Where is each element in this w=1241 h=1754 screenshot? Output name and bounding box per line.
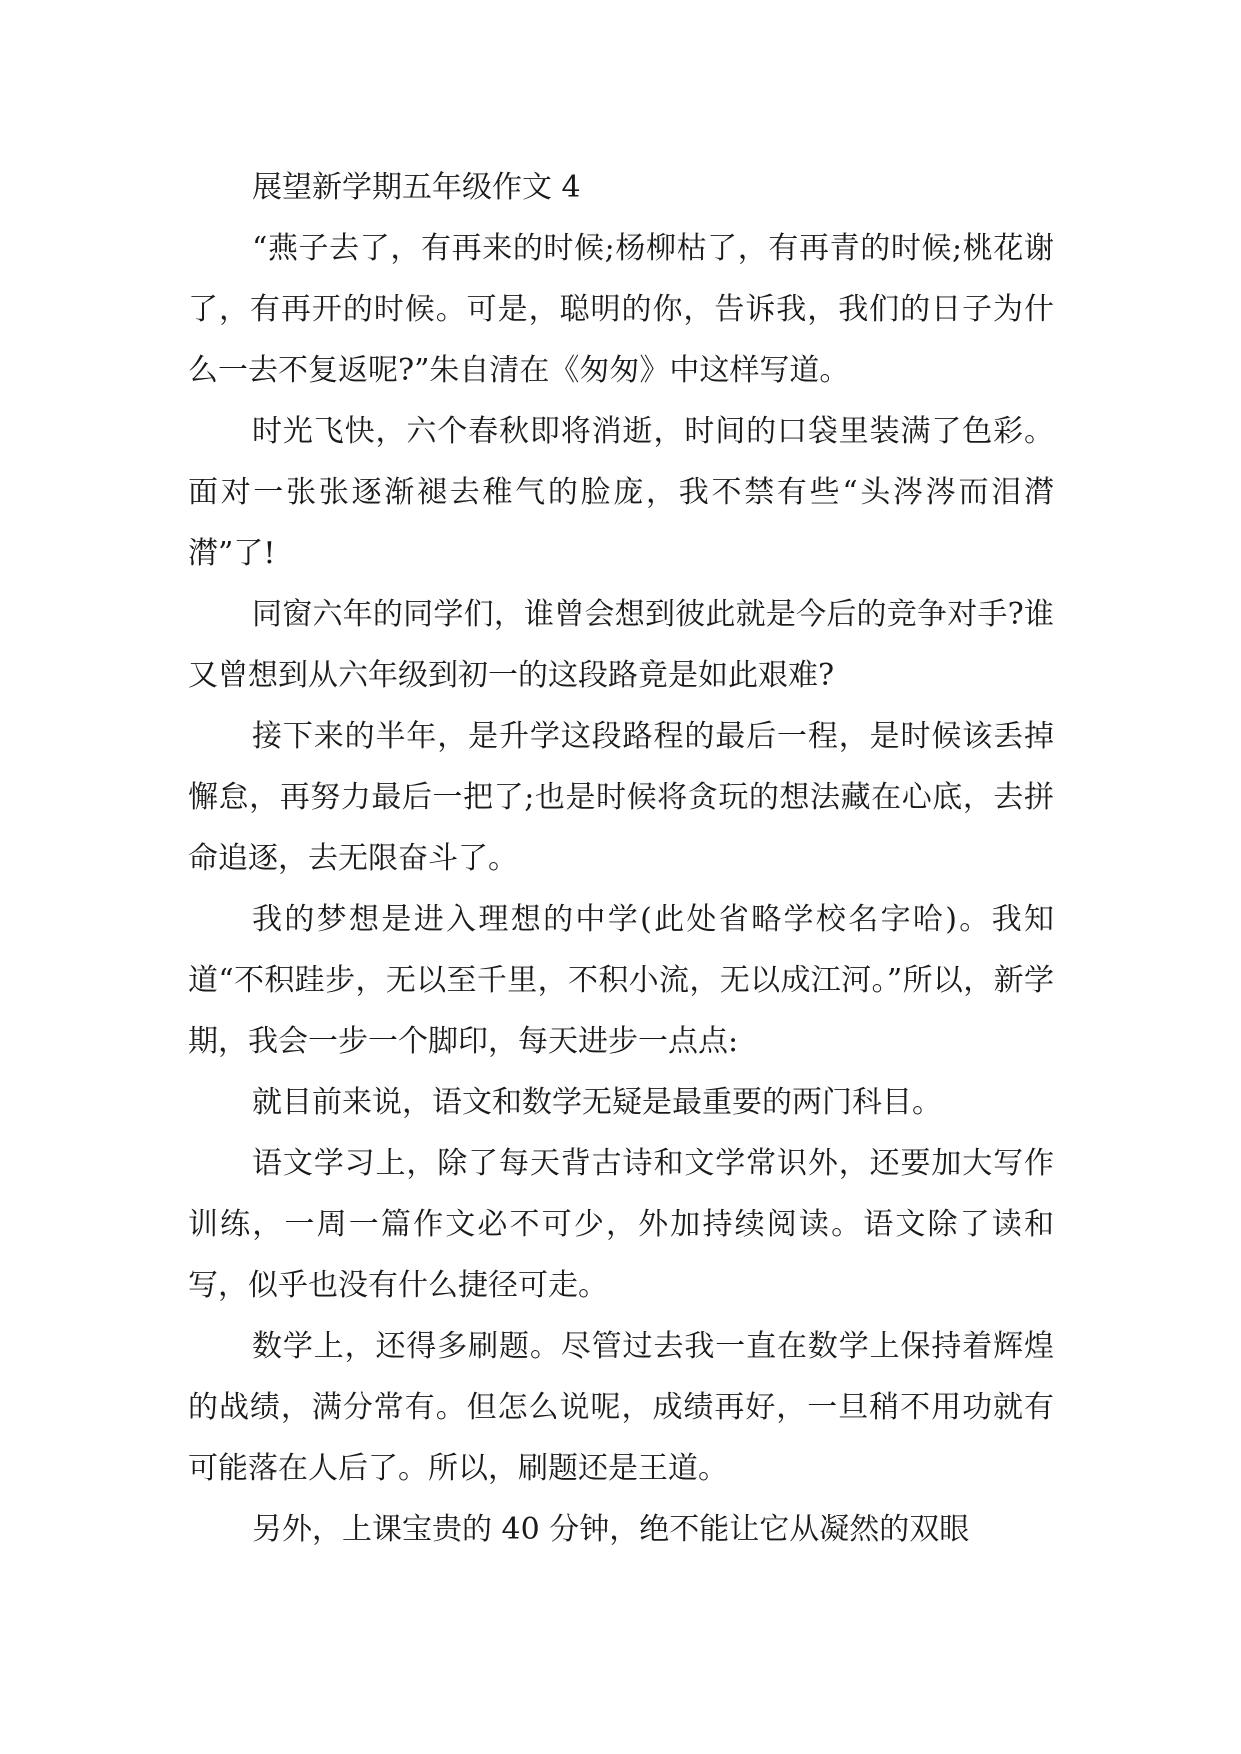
paragraph-6: 就目前来说，语文和数学无疑是最重要的两门科目。 <box>252 1085 942 1120</box>
essay-title: 展望新学期五年级作文 4 <box>252 170 581 205</box>
paragraph-4: 接下来的半年，是升学这段路程的最后一程，是时候该丢掉懈怠，再努力最后一把了;也是时候将贪玩的想法藏在心底，去拼命追逐，去无限奋斗了。 <box>188 719 1054 876</box>
paragraph-5: 我的梦想是进入理想的中学(此处省略学校名字哈)。我知道“不积跬步，无以至千里，不积小流，无以成江河。”所以，新学期，我会一步一个脚印，每天进步一点点: <box>188 902 1054 1059</box>
paragraph-3: 同窗六年的同学们，谁曾会想到彼此就是今后的竞争对手?谁又曾想到从六年级到初一的这段路竟是如此艰难? <box>188 597 1054 693</box>
paragraph-8: 数学上，还得多刷题。尽管过去我一直在数学上保持着辉煌的战绩，满分常有。但怎么说呢，成绩再好，一旦稍不用功就有可能落在人后了。所以，刷题还是王道。 <box>188 1329 1054 1486</box>
paragraph-1: “燕子去了，有再来的时候;杨柳枯了，有再青的时候;桃花谢了，有再开的时候。可是，聪明的你，告诉我，我们的日子为什么一去不复返呢?”朱自清在《匆匆》中这样写道。 <box>188 231 1054 388</box>
paragraph-2: 时光飞快，六个春秋即将消逝，时间的口袋里装满了色彩。面对一张张逐渐褪去稚气的脸庞，我不禁有些“头涔涔而泪潸潸”了! <box>188 414 1054 571</box>
paragraph-7: 语文学习上，除了每天背古诗和文学常识外，还要加大写作训练，一周一篇作文必不可少，外加持续阅读。语文除了读和写，似乎也没有什么捷径可走。 <box>188 1146 1054 1303</box>
paragraph-9: 另外，上课宝贵的 40 分钟，绝不能让它从凝然的双眼 <box>252 1512 970 1547</box>
essay-body <box>188 157 1054 1560</box>
